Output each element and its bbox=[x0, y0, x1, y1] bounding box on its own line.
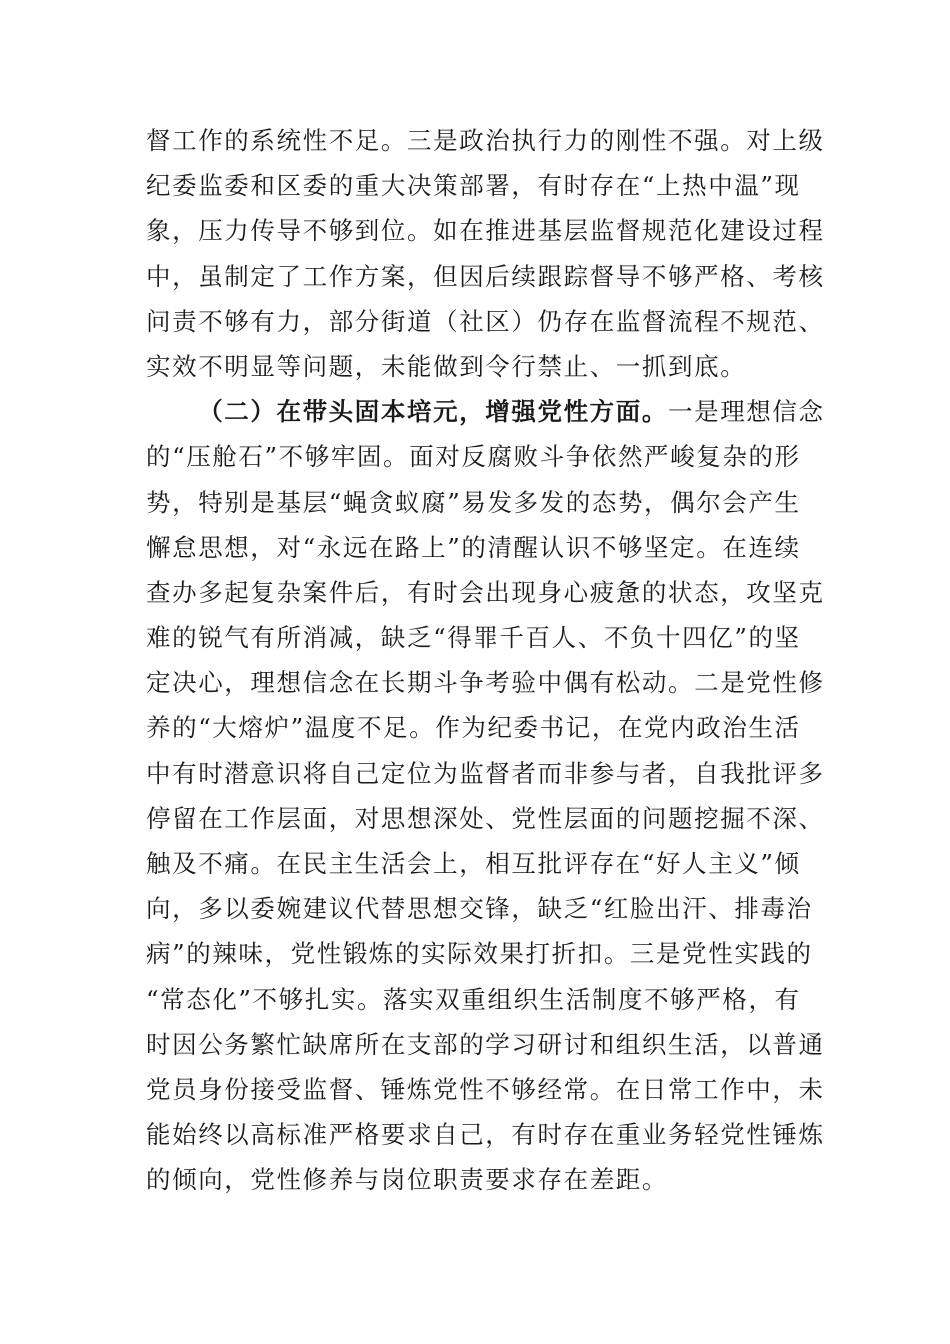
text-segment: 的倾向，党性修养与岗位职责要求存在差距。 bbox=[146, 1165, 668, 1195]
text-segment: 触及不痛。在民主生活会上，相互批评存在“好人主义”倾 bbox=[146, 849, 801, 878]
text-segment: 查办多起复杂案件后，有时会出现身心疲惫的状态，攻坚克 bbox=[146, 577, 825, 607]
text-line bbox=[146, 389, 825, 434]
text-line bbox=[146, 163, 816, 208]
text-line bbox=[146, 977, 816, 1022]
text-line bbox=[146, 751, 825, 796]
text-segment: 中有时潜意识将自己定位为监督者而非参与者，自我批评多 bbox=[146, 758, 825, 788]
text-segment: 养的“大熔炉”温度不足。作为纪委书记，在党内政治生活 bbox=[146, 713, 801, 743]
text-segment: 中，虽制定了工作方案，但因后续跟踪督导不够严格、考核 bbox=[146, 261, 825, 291]
text-segment: 党员身份接受监督、锤炼党性不够经常。在日常工作中，未 bbox=[146, 1074, 825, 1104]
text-segment: 停留在工作层面，对思想深处、党性层面的问题挖掘不深、 bbox=[146, 803, 825, 833]
text-line bbox=[146, 1112, 825, 1157]
text-segment: 象，压力传导不够到位。如在推进基层监督规范化建设过程 bbox=[146, 216, 825, 246]
text-line bbox=[146, 434, 816, 479]
text-segment: 定决心，理想信念在长期斗争考验中偶有松动。二是党性修 bbox=[146, 668, 825, 698]
section-heading: （二）在带头固本培元，增强党性方面。 bbox=[198, 397, 668, 427]
text-segment: 一是理想信念 bbox=[668, 397, 825, 427]
text-line bbox=[146, 1022, 825, 1067]
text-line bbox=[146, 660, 825, 705]
text-line bbox=[146, 1157, 816, 1202]
text-line bbox=[146, 841, 816, 886]
text-segment: 问责不够有力，部分街道（社区）仍存在监督流程不规范、 bbox=[146, 306, 825, 336]
text-segment: 势，特别是基层“蝇贪蚁腐”易发多发的态势，偶尔会产生 bbox=[146, 487, 801, 517]
text-line bbox=[146, 886, 816, 931]
text-segment: 懈怠思想，对“永远在路上”的清醒认识不够坚定。在连续 bbox=[146, 532, 801, 562]
text-segment: 实效不明显等问题，未能做到令行禁止、一抓到底。 bbox=[146, 351, 747, 381]
text-line bbox=[146, 705, 816, 750]
text-segment: “常态化”不够扎实。落实双重组织生活制度不够严格，有 bbox=[146, 984, 801, 1014]
text-line bbox=[146, 525, 816, 570]
text-line bbox=[146, 1067, 825, 1112]
text-line bbox=[146, 796, 825, 841]
text-line bbox=[146, 299, 825, 344]
text-line bbox=[146, 570, 825, 615]
text-line bbox=[146, 254, 825, 299]
text-line bbox=[146, 118, 825, 163]
text-segment: 纪委监委和区委的重大决策部署，有时存在“上热中温”现 bbox=[146, 171, 801, 201]
text-segment: 难的锐气有所消减，缺乏“得罪千百人、不负十四亿”的坚 bbox=[146, 623, 801, 653]
text-line bbox=[146, 480, 816, 525]
text-segment: 时因公务繁忙缺席所在支部的学习研讨和组织生活，以普通 bbox=[146, 1029, 825, 1059]
body-text bbox=[146, 118, 825, 1203]
text-line bbox=[146, 208, 825, 253]
text-line bbox=[146, 931, 816, 976]
text-line bbox=[146, 344, 816, 389]
text-segment: 向，多以委婉建议代替思想交锋，缺乏“红脸出汗、排毒治 bbox=[146, 894, 813, 924]
text-segment: 能始终以高标准严格要求自己，有时存在重业务轻党性锤炼 bbox=[146, 1120, 825, 1150]
text-segment: 督工作的系统性不足。三是政治执行力的刚性不强。对上级 bbox=[146, 126, 825, 155]
text-line bbox=[146, 615, 816, 660]
text-segment: 的“压舱石”不够牢固。面对反腐败斗争依然严峻复杂的形 bbox=[146, 442, 801, 472]
text-segment: 病”的辣味，党性锻炼的实际效果打折扣。三是党性实践的 bbox=[146, 939, 813, 969]
